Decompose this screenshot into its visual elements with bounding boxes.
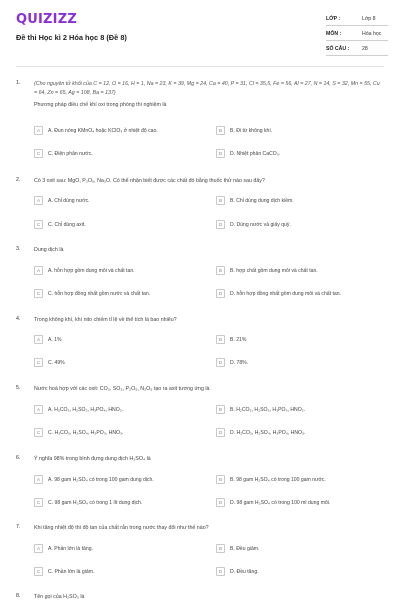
class-value: Lớp 8 [362, 16, 376, 22]
option-letter-box: B [216, 544, 225, 553]
option-text: D. Đều tăng. [230, 568, 259, 575]
question-text: Dung dịch là [34, 247, 64, 253]
option-7b[interactable] [216, 543, 259, 554]
option-3b[interactable] [216, 265, 318, 276]
question-number: 1. [16, 80, 21, 86]
option-text: A. 1% [48, 336, 62, 343]
option-letter-box: A [34, 475, 43, 484]
option-text: C. hỗn hợp đồng nhất gồm nước và chất tan. [48, 290, 151, 297]
option-text: C. Chỉ dùng axit. [48, 221, 86, 228]
option-letter-box: C [34, 289, 43, 298]
option-text: B. Chỉ dùng dung dịch kiềm. [230, 197, 294, 204]
option-6c[interactable] [34, 497, 142, 508]
option-text: B. Đều giảm. [230, 545, 260, 552]
option-letter-box: D [216, 567, 225, 576]
option-letter-box: A [34, 266, 43, 275]
question-prompt: Phương pháp điều chế khí oxi trong phòng thí nghiệm là [34, 102, 167, 108]
option-2b[interactable] [216, 195, 294, 206]
option-1b[interactable] [216, 125, 272, 136]
option-letter-box: B [216, 126, 225, 135]
option-text: D. Dùng nước và giấy quỳ. [230, 221, 291, 228]
option-4a[interactable] [34, 334, 62, 345]
option-letter-box: B [216, 405, 225, 414]
option-1d[interactable] [216, 148, 280, 159]
option-4b[interactable] [216, 334, 246, 345]
option-letter-box: D [216, 498, 225, 507]
option-letter-box: D [216, 220, 225, 229]
class-divider [326, 25, 388, 26]
question-number: 4. [16, 316, 21, 322]
option-letter-box: C [34, 567, 43, 576]
option-letter-box: C [34, 498, 43, 507]
option-letter-box: A [34, 126, 43, 135]
option-5d[interactable] [216, 427, 305, 438]
option-letter-box: A [34, 544, 43, 553]
question-number: 7. [16, 524, 21, 530]
option-text: A. Đun nóng KMnO₄ hoặc KClO₃ ở nhiệt độ cao. [48, 127, 158, 134]
option-text: B. hợp chất gồm dung môi và chất tan. [230, 267, 318, 274]
option-4d[interactable] [216, 357, 248, 368]
option-letter-box: A [34, 196, 43, 205]
option-text: C. 98 gam H₂SO₄ có trong 1 lít dung dịch. [48, 499, 143, 506]
option-5a[interactable] [34, 404, 123, 415]
option-1c[interactable] [34, 148, 93, 159]
count-value: 28 [362, 46, 368, 52]
count-divider [326, 55, 388, 56]
question-text: Khi tăng nhiệt độ thì độ tan của chất rắn trong nước thay đổi như thế nào? [34, 525, 209, 531]
header-divider [16, 66, 384, 67]
option-3c[interactable] [34, 288, 150, 299]
option-text: C. Điện phân nước. [48, 150, 93, 157]
option-2a[interactable] [34, 195, 90, 206]
subject-label: MÔN : [326, 31, 342, 37]
header [0, 0, 400, 64]
atomic-mass-note: (Cho nguyên tử khối của C = 12, O = 16, H = 1, Na = 23, K = 39, Mg = 24, Ca = 40, P = 31, Cl = 35,5, Fe = 56, Al = 27, N = 14, S = 32, Mn = 55, Cu = 64, Zn = 65, Ag = 108, Ba = 137) [34, 81, 380, 96]
question-number: 8. [16, 593, 21, 599]
question-number: 2. [16, 177, 21, 183]
document-title: Đề thi Học kì 2 Hóa học 8 (Đề 8) [16, 33, 127, 42]
option-letter-box: B [216, 335, 225, 344]
question-text: Tên gọi của H₂SO₃ là [34, 594, 85, 600]
option-letter-box: C [34, 149, 43, 158]
question-text: Ý nghĩa 98% trong bình đựng dung dịch H₂SO₄ là [34, 456, 151, 462]
question-text [34, 80, 384, 110]
question-text: Nước hoá hợp với các oxit: CO₂, SO₃, P₂O₅, N₂O₅ tạo ra axit tương ứng là [34, 386, 210, 392]
option-letter-box: B [216, 475, 225, 484]
option-letter-box: A [34, 405, 43, 414]
option-text: D. H₂CO₃, H₂SO₄, H₃PO₄, HNO₃. [230, 429, 306, 436]
option-2d[interactable] [216, 219, 291, 230]
option-letter-box: B [216, 196, 225, 205]
option-letter-box: C [34, 428, 43, 437]
subject-divider [326, 40, 388, 41]
option-4c[interactable] [34, 357, 65, 368]
option-letter-box: B [216, 266, 225, 275]
option-letter-box: D [216, 289, 225, 298]
option-5b[interactable] [216, 404, 305, 415]
class-label: LỚP : [326, 16, 341, 22]
option-letter-box: D [216, 358, 225, 367]
option-6d[interactable] [216, 497, 330, 508]
quizizz-logo: QUIZIZZ [16, 12, 77, 27]
option-text: B. H₂CO₃, H₂SO₃, H₃PO₃, HNO₂. [230, 406, 306, 413]
option-7a[interactable] [34, 543, 93, 554]
option-7c[interactable] [34, 566, 94, 577]
option-text: C. Phần lớn là giảm. [48, 568, 95, 575]
option-text: D. Nhiệt phân CaCO₃. [230, 150, 281, 157]
option-text: B. 98 gam H₂SO₄ có trong 100 gam nước. [230, 476, 326, 483]
option-text: D. 98 gam H₂SO₄ có trong 100 ml dung môi. [230, 499, 331, 506]
question-text: Trong không khí, khí nito chiếm tỉ lệ về thể tích là bao nhiêu? [34, 317, 177, 323]
question-number: 6. [16, 455, 21, 461]
option-text: A. hỗn hợp gồm dung môi và chất tan. [48, 267, 135, 274]
option-text: B. Đi từ không khí. [230, 127, 273, 134]
option-3a[interactable] [34, 265, 135, 276]
option-text: C. H₂CO₃, H₂SO₄, H₃PO₃, HNO₃. [48, 429, 124, 436]
question-number: 3. [16, 246, 21, 252]
question-number: 5. [16, 385, 21, 391]
option-text: A. Chỉ dùng nước. [48, 197, 90, 204]
option-letter-box: A [34, 335, 43, 344]
option-text: D. hỗn hợp đồng nhất gồm dung môi và chất tan. [230, 290, 341, 297]
option-7d[interactable] [216, 566, 259, 577]
subject-value: Hóa học [362, 31, 382, 37]
option-5c[interactable] [34, 427, 123, 438]
option-text: B. 21% [230, 336, 247, 343]
option-letter-box: D [216, 149, 225, 158]
option-text: D. 78%. [230, 359, 249, 366]
option-letter-box: C [34, 358, 43, 367]
option-1a[interactable] [34, 125, 158, 136]
option-text: A. 98 gam H₂SO₄ có trong 100 gam dung dịch. [48, 476, 154, 483]
question-text: Có 3 oxit sau: MgO, P₂O₅, Na₂O. Có thể nhận biết được các chất đó bằng thuốc thử nào sau đây? [34, 178, 265, 184]
option-letter-box: C [34, 220, 43, 229]
option-3d[interactable] [216, 288, 341, 299]
option-2c[interactable] [34, 219, 86, 230]
count-label: SỐ CÂU : [326, 46, 350, 52]
option-text: A. Phần lớn là tăng. [48, 545, 93, 552]
option-6a[interactable] [34, 474, 154, 485]
option-6b[interactable] [216, 474, 326, 485]
option-text: C. 49% [48, 359, 65, 366]
option-text: A. H₂CO₃, H₂SO₃, H₃PO₄, HNO₂. [48, 406, 124, 413]
option-letter-box: D [216, 428, 225, 437]
